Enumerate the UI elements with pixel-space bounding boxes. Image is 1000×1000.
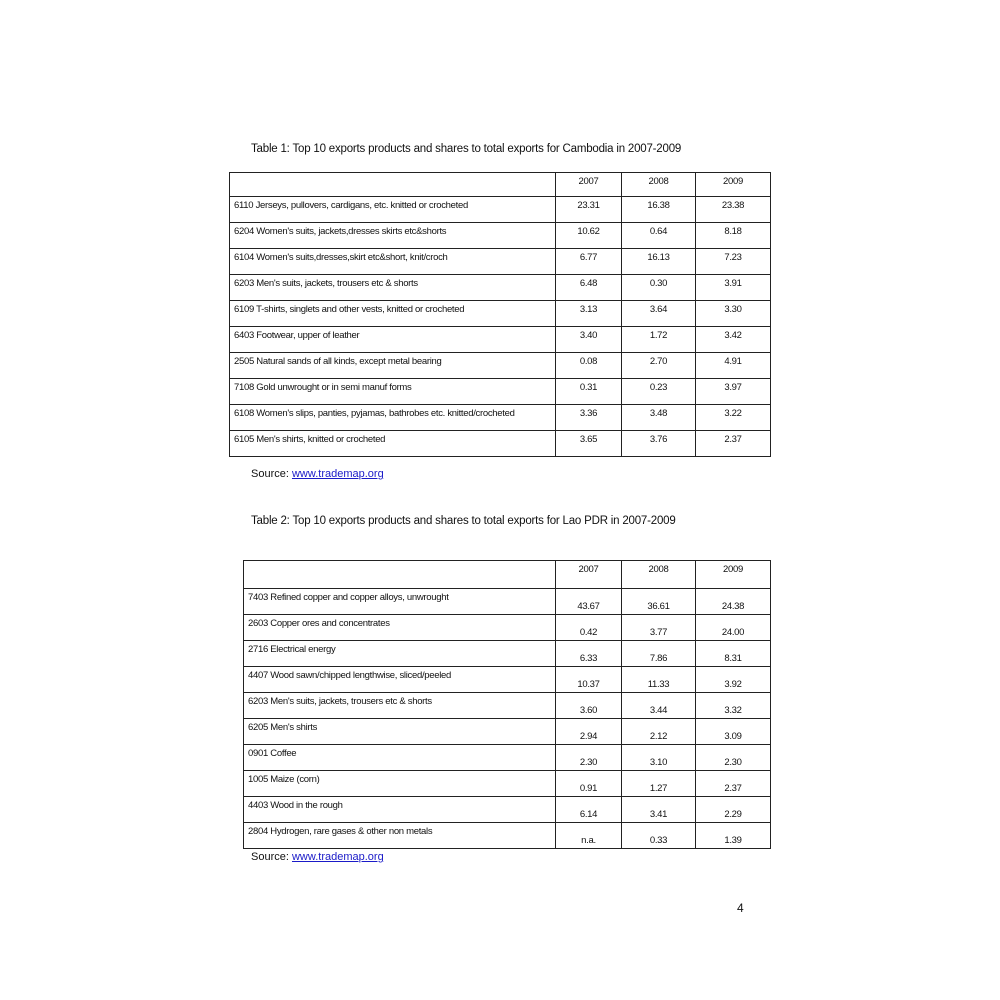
value-2009-cell: 3.32 bbox=[696, 693, 771, 719]
source-link[interactable]: www.trademap.org bbox=[291, 851, 384, 863]
value-2009-cell: 3.22 bbox=[696, 405, 771, 431]
value-2007-cell: 10.62 bbox=[556, 223, 622, 249]
value-2009-cell: 3.92 bbox=[696, 667, 771, 693]
source-link[interactable]: www.trademap.org bbox=[291, 468, 384, 480]
value-2008-cell: 2.70 bbox=[622, 353, 696, 379]
column-header-2007: 2007 bbox=[556, 173, 622, 197]
table-row bbox=[244, 797, 771, 823]
column-header-2008: 2008 bbox=[622, 173, 696, 197]
value-2008-cell: 1.27 bbox=[622, 771, 696, 797]
product-cell: 2603 Copper ores and concentrates bbox=[244, 615, 556, 641]
table-row bbox=[230, 431, 771, 457]
value-2008-cell: 3.10 bbox=[622, 745, 696, 771]
value-2007-cell: 0.91 bbox=[556, 771, 622, 797]
table-row bbox=[230, 301, 771, 327]
product-cell: 6205 Men's shirts bbox=[244, 719, 556, 745]
value-2009-cell: 3.97 bbox=[696, 379, 771, 405]
value-2007-cell: 6.48 bbox=[556, 275, 622, 301]
product-cell: 6110 Jerseys, pullovers, cardigans, etc. knitted or crocheted bbox=[230, 197, 556, 223]
table-row bbox=[230, 353, 771, 379]
value-2008-cell: 7.86 bbox=[622, 641, 696, 667]
table2-source bbox=[251, 851, 384, 863]
column-header-2009: 2009 bbox=[696, 173, 771, 197]
table-header-row bbox=[244, 561, 771, 589]
table-row bbox=[244, 693, 771, 719]
column-header-product bbox=[244, 561, 556, 589]
product-cell: 6203 Men's suits, jackets, trousers etc & shorts bbox=[244, 693, 556, 719]
table-row bbox=[244, 745, 771, 771]
product-cell: 6403 Footwear, upper of leather bbox=[230, 327, 556, 353]
product-cell: 6203 Men's suits, jackets, trousers etc & shorts bbox=[230, 275, 556, 301]
table-row bbox=[230, 327, 771, 353]
value-2009-cell: 3.42 bbox=[696, 327, 771, 353]
value-2007-cell: 3.40 bbox=[556, 327, 622, 353]
value-2007-cell: 3.13 bbox=[556, 301, 622, 327]
value-2007-cell: 3.60 bbox=[556, 693, 622, 719]
value-2007-cell: 3.36 bbox=[556, 405, 622, 431]
table-row bbox=[244, 641, 771, 667]
value-2009-cell: 2.37 bbox=[696, 771, 771, 797]
table-row bbox=[230, 249, 771, 275]
product-cell: 2716 Electrical energy bbox=[244, 641, 556, 667]
product-cell: 4403 Wood in the rough bbox=[244, 797, 556, 823]
table-header-row bbox=[230, 173, 771, 197]
product-cell: 0901 Coffee bbox=[244, 745, 556, 771]
value-2009-cell: 8.18 bbox=[696, 223, 771, 249]
value-2007-cell: 0.08 bbox=[556, 353, 622, 379]
value-2009-cell: 24.00 bbox=[696, 615, 771, 641]
value-2008-cell: 2.12 bbox=[622, 719, 696, 745]
product-cell: 2804 Hydrogen, rare gases & other non metals bbox=[244, 823, 556, 849]
value-2009-cell: 3.91 bbox=[696, 275, 771, 301]
product-cell: 7108 Gold unwrought or in semi manuf forms bbox=[230, 379, 556, 405]
value-2008-cell: 3.41 bbox=[622, 797, 696, 823]
table-row bbox=[244, 771, 771, 797]
table-row bbox=[230, 405, 771, 431]
value-2008-cell: 3.48 bbox=[622, 405, 696, 431]
value-2009-cell: 3.30 bbox=[696, 301, 771, 327]
value-2008-cell: 0.64 bbox=[622, 223, 696, 249]
product-cell: 6108 Women's slips, panties, pyjamas, bathrobes etc. knitted/crocheted bbox=[230, 405, 556, 431]
value-2008-cell: 0.33 bbox=[622, 823, 696, 849]
source-label: Source: bbox=[251, 851, 289, 863]
value-2008-cell: 3.44 bbox=[622, 693, 696, 719]
value-2007-cell: 0.31 bbox=[556, 379, 622, 405]
source-label: Source: bbox=[251, 468, 289, 480]
value-2009-cell: 24.38 bbox=[696, 589, 771, 615]
product-cell: 6104 Women's suits,dresses,skirt etc&short, knit/croch bbox=[230, 249, 556, 275]
column-header-2007: 2007 bbox=[556, 561, 622, 589]
product-cell: 2505 Natural sands of all kinds, except metal bearing bbox=[230, 353, 556, 379]
value-2008-cell: 0.30 bbox=[622, 275, 696, 301]
value-2008-cell: 36.61 bbox=[622, 589, 696, 615]
value-2007-cell: 3.65 bbox=[556, 431, 622, 457]
product-cell: 6204 Women's suits, jackets,dresses skirts etc&shorts bbox=[230, 223, 556, 249]
value-2009-cell: 1.39 bbox=[696, 823, 771, 849]
table-row bbox=[230, 379, 771, 405]
value-2008-cell: 11.33 bbox=[622, 667, 696, 693]
product-cell: 7403 Refined copper and copper alloys, unwrought bbox=[244, 589, 556, 615]
table-row bbox=[230, 197, 771, 223]
table-row bbox=[244, 589, 771, 615]
value-2009-cell: 23.38 bbox=[696, 197, 771, 223]
column-header-product bbox=[230, 173, 556, 197]
value-2007-cell: n.a. bbox=[556, 823, 622, 849]
table-row bbox=[244, 667, 771, 693]
product-cell: 4407 Wood sawn/chipped lengthwise, sliced/peeled bbox=[244, 667, 556, 693]
value-2009-cell: 2.37 bbox=[696, 431, 771, 457]
value-2007-cell: 10.37 bbox=[556, 667, 622, 693]
page-number: 4 bbox=[737, 901, 744, 915]
value-2007-cell: 6.14 bbox=[556, 797, 622, 823]
value-2007-cell: 23.31 bbox=[556, 197, 622, 223]
value-2008-cell: 3.64 bbox=[622, 301, 696, 327]
value-2007-cell: 6.77 bbox=[556, 249, 622, 275]
value-2007-cell: 0.42 bbox=[556, 615, 622, 641]
value-2007-cell: 2.30 bbox=[556, 745, 622, 771]
table2-caption: Table 2: Top 10 exports products and shares to total exports for Lao PDR in 2007-2009 bbox=[251, 515, 676, 527]
value-2008-cell: 16.13 bbox=[622, 249, 696, 275]
value-2007-cell: 43.67 bbox=[556, 589, 622, 615]
table-cambodia-exports bbox=[229, 172, 771, 457]
value-2009-cell: 2.30 bbox=[696, 745, 771, 771]
table-row bbox=[230, 223, 771, 249]
column-header-2008: 2008 bbox=[622, 561, 696, 589]
value-2007-cell: 6.33 bbox=[556, 641, 622, 667]
value-2008-cell: 16.38 bbox=[622, 197, 696, 223]
value-2008-cell: 3.77 bbox=[622, 615, 696, 641]
table-row bbox=[244, 823, 771, 849]
product-cell: 1005 Maize (corn) bbox=[244, 771, 556, 797]
column-header-2009: 2009 bbox=[696, 561, 771, 589]
table-laopdr-exports bbox=[243, 560, 771, 849]
value-2008-cell: 3.76 bbox=[622, 431, 696, 457]
value-2009-cell: 3.09 bbox=[696, 719, 771, 745]
product-cell: 6109 T-shirts, singlets and other vests, knitted or crocheted bbox=[230, 301, 556, 327]
value-2007-cell: 2.94 bbox=[556, 719, 622, 745]
value-2009-cell: 4.91 bbox=[696, 353, 771, 379]
product-cell: 6105 Men's shirts, knitted or crocheted bbox=[230, 431, 556, 457]
table-row bbox=[244, 615, 771, 641]
table1-source bbox=[251, 468, 384, 480]
value-2009-cell: 8.31 bbox=[696, 641, 771, 667]
table1-caption: Table 1: Top 10 exports products and shares to total exports for Cambodia in 2007-2009 bbox=[251, 143, 682, 155]
table-row bbox=[230, 275, 771, 301]
value-2009-cell: 7.23 bbox=[696, 249, 771, 275]
value-2008-cell: 0.23 bbox=[622, 379, 696, 405]
table-row bbox=[244, 719, 771, 745]
value-2009-cell: 2.29 bbox=[696, 797, 771, 823]
value-2008-cell: 1.72 bbox=[622, 327, 696, 353]
